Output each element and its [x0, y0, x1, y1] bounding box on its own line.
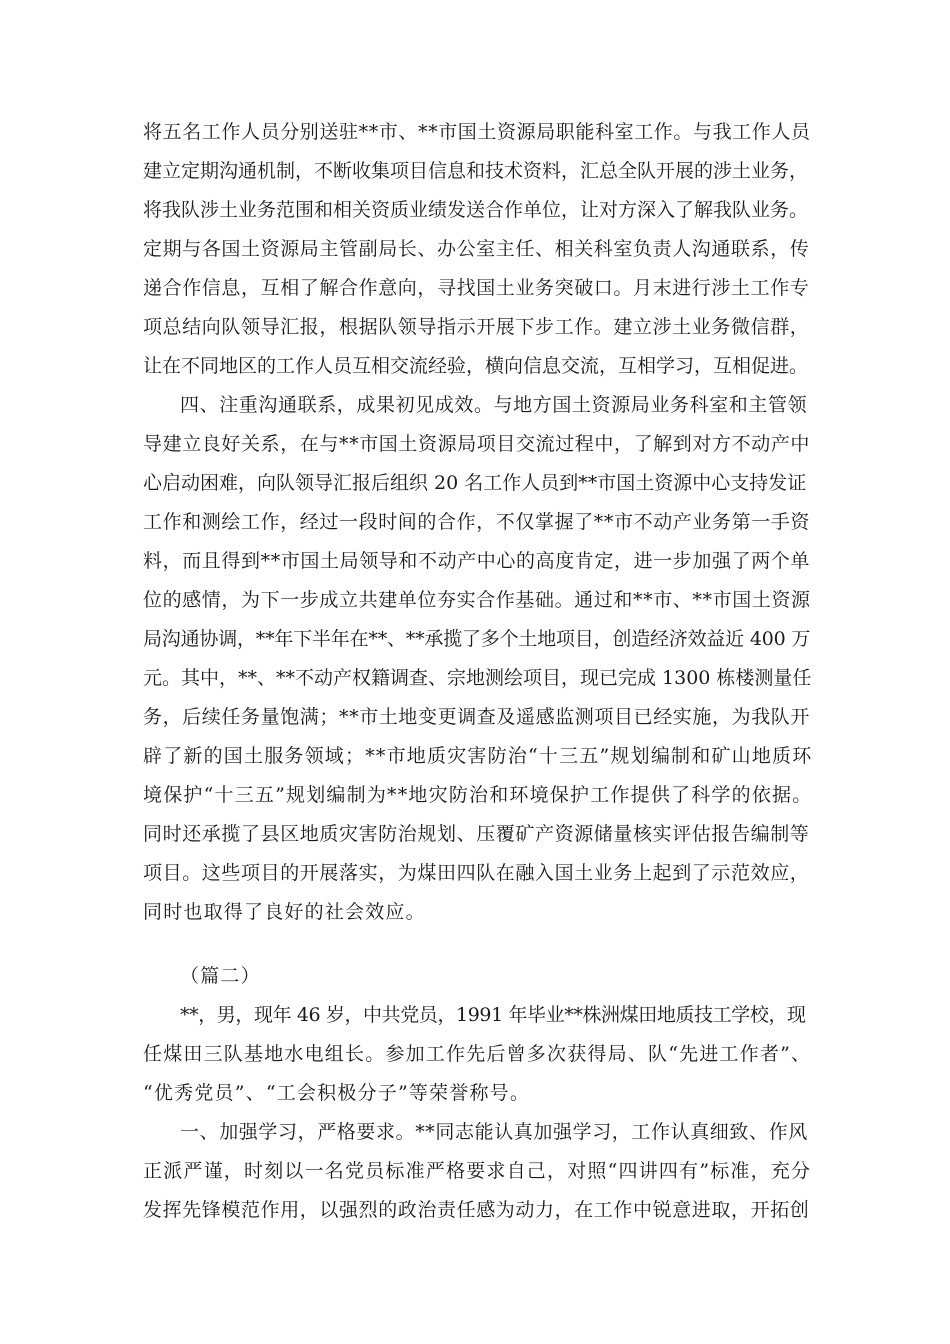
paragraph-line: 发挥先锋模范作用，以强烈的政治责任感为动力，在工作中锐意进取，开拓创: [143, 1199, 810, 1221]
paragraph-first-line: 一、加强学习，严格要求。**同志能认真加强学习，工作认真细致、作风: [180, 1121, 808, 1143]
paragraph-line: 任煤田三队基地水电组长。参加工作先后曾多次获得局、队“先进工作者”、: [143, 1043, 812, 1065]
paragraph-line: 将五名工作人员分别送驻**市、**市国土资源局职能科室工作。与我工作人员: [143, 121, 811, 143]
paragraph-line: 料，而且得到**市国土局领导和不动产中心的高度肯定，进一步加强了两个单: [143, 550, 811, 572]
paragraph-line: 局沟通协调，**年下半年在**、**承揽了多个土地项目，创造经济效益近 400 万: [143, 628, 811, 650]
paragraph-first-line: **，男，现年 46 岁，中共党员，1991 年毕业**株洲煤田地质技工学校，现: [180, 1004, 806, 1026]
paragraph-line: 同时也取得了良好的社会效应。: [143, 901, 426, 923]
paragraph-line: 将我队涉土业务范围和相关资质业绩发送合作单位，让对方深入了解我队业务。: [143, 199, 809, 221]
paragraph-line: 让在不同地区的工作人员互相交流经验，横向信息交流，互相学习，互相促进。: [143, 355, 809, 377]
paragraph-line: 元。其中，**、**不动产权籍调查、宗地测绘项目，现已完成 1300 栋楼测量任: [143, 667, 812, 689]
paragraph-line: 项总结向队领导汇报，根据队领导指示开展下步工作。建立涉土业务微信群，: [143, 316, 810, 338]
paragraph-line: “优秀党员”、“工会积极分子”等荣誉称号。: [143, 1082, 531, 1104]
paragraph-line: 正派严谨，时刻以一名党员标准严格要求自己，对照“四讲四有”标准，充分: [143, 1160, 812, 1182]
paragraph-line: 心启动困难，向队领导汇报后组织 20 名工作人员到**市国土资源中心支持发证: [143, 472, 807, 494]
paragraph-line: 定期与各国土资源局主管副局长、办公室主任、相关科室负责人沟通联系，传: [143, 238, 810, 260]
paragraph-line: 建立定期沟通机制，不断收集项目信息和技术资料，汇总全队开展的涉土业务，: [143, 160, 809, 182]
paragraph-line: 务，后续任务量饱满；**市土地变更调查及遥感监测项目已经实施，为我队开: [143, 706, 811, 728]
paragraph-line: 递合作信息，互相了解合作意向，寻找国土业务突破口。月末进行涉土工作专: [143, 277, 810, 299]
paragraph-line: 项目。这些项目的开展落实，为煤田四队在融入国土业务上起到了示范效应，: [143, 862, 810, 884]
paragraph-first-line: 四、注重沟通联系，成果初见成效。与地方国土资源局业务科室和主管领: [180, 394, 808, 416]
paragraph-line: 辟了新的国土服务领域；**市地质灾害防治“十三五”规划编制和矿山地质环: [143, 745, 813, 767]
section-heading: （篇二）: [180, 965, 261, 987]
paragraph-line: 境保护“十三五”规划编制为**地灾防治和环境保护工作提供了科学的依据。: [143, 784, 813, 806]
paragraph-line: 位的感情，为下一步成立共建单位夯实合作基础。通过和**市、**市国土资源: [143, 589, 811, 611]
paragraph-line: 导建立良好关系，在与**市国土资源局项目交流过程中，了解到对方不动产中: [143, 433, 811, 455]
paragraph-line: 工作和测绘工作，经过一段时间的合作，不仅掌握了**市不动产业务第一手资: [143, 511, 811, 533]
paragraph-line: 同时还承揽了县区地质灾害防治规划、压覆矿产资源储量核实评估报告编制等: [143, 823, 810, 845]
